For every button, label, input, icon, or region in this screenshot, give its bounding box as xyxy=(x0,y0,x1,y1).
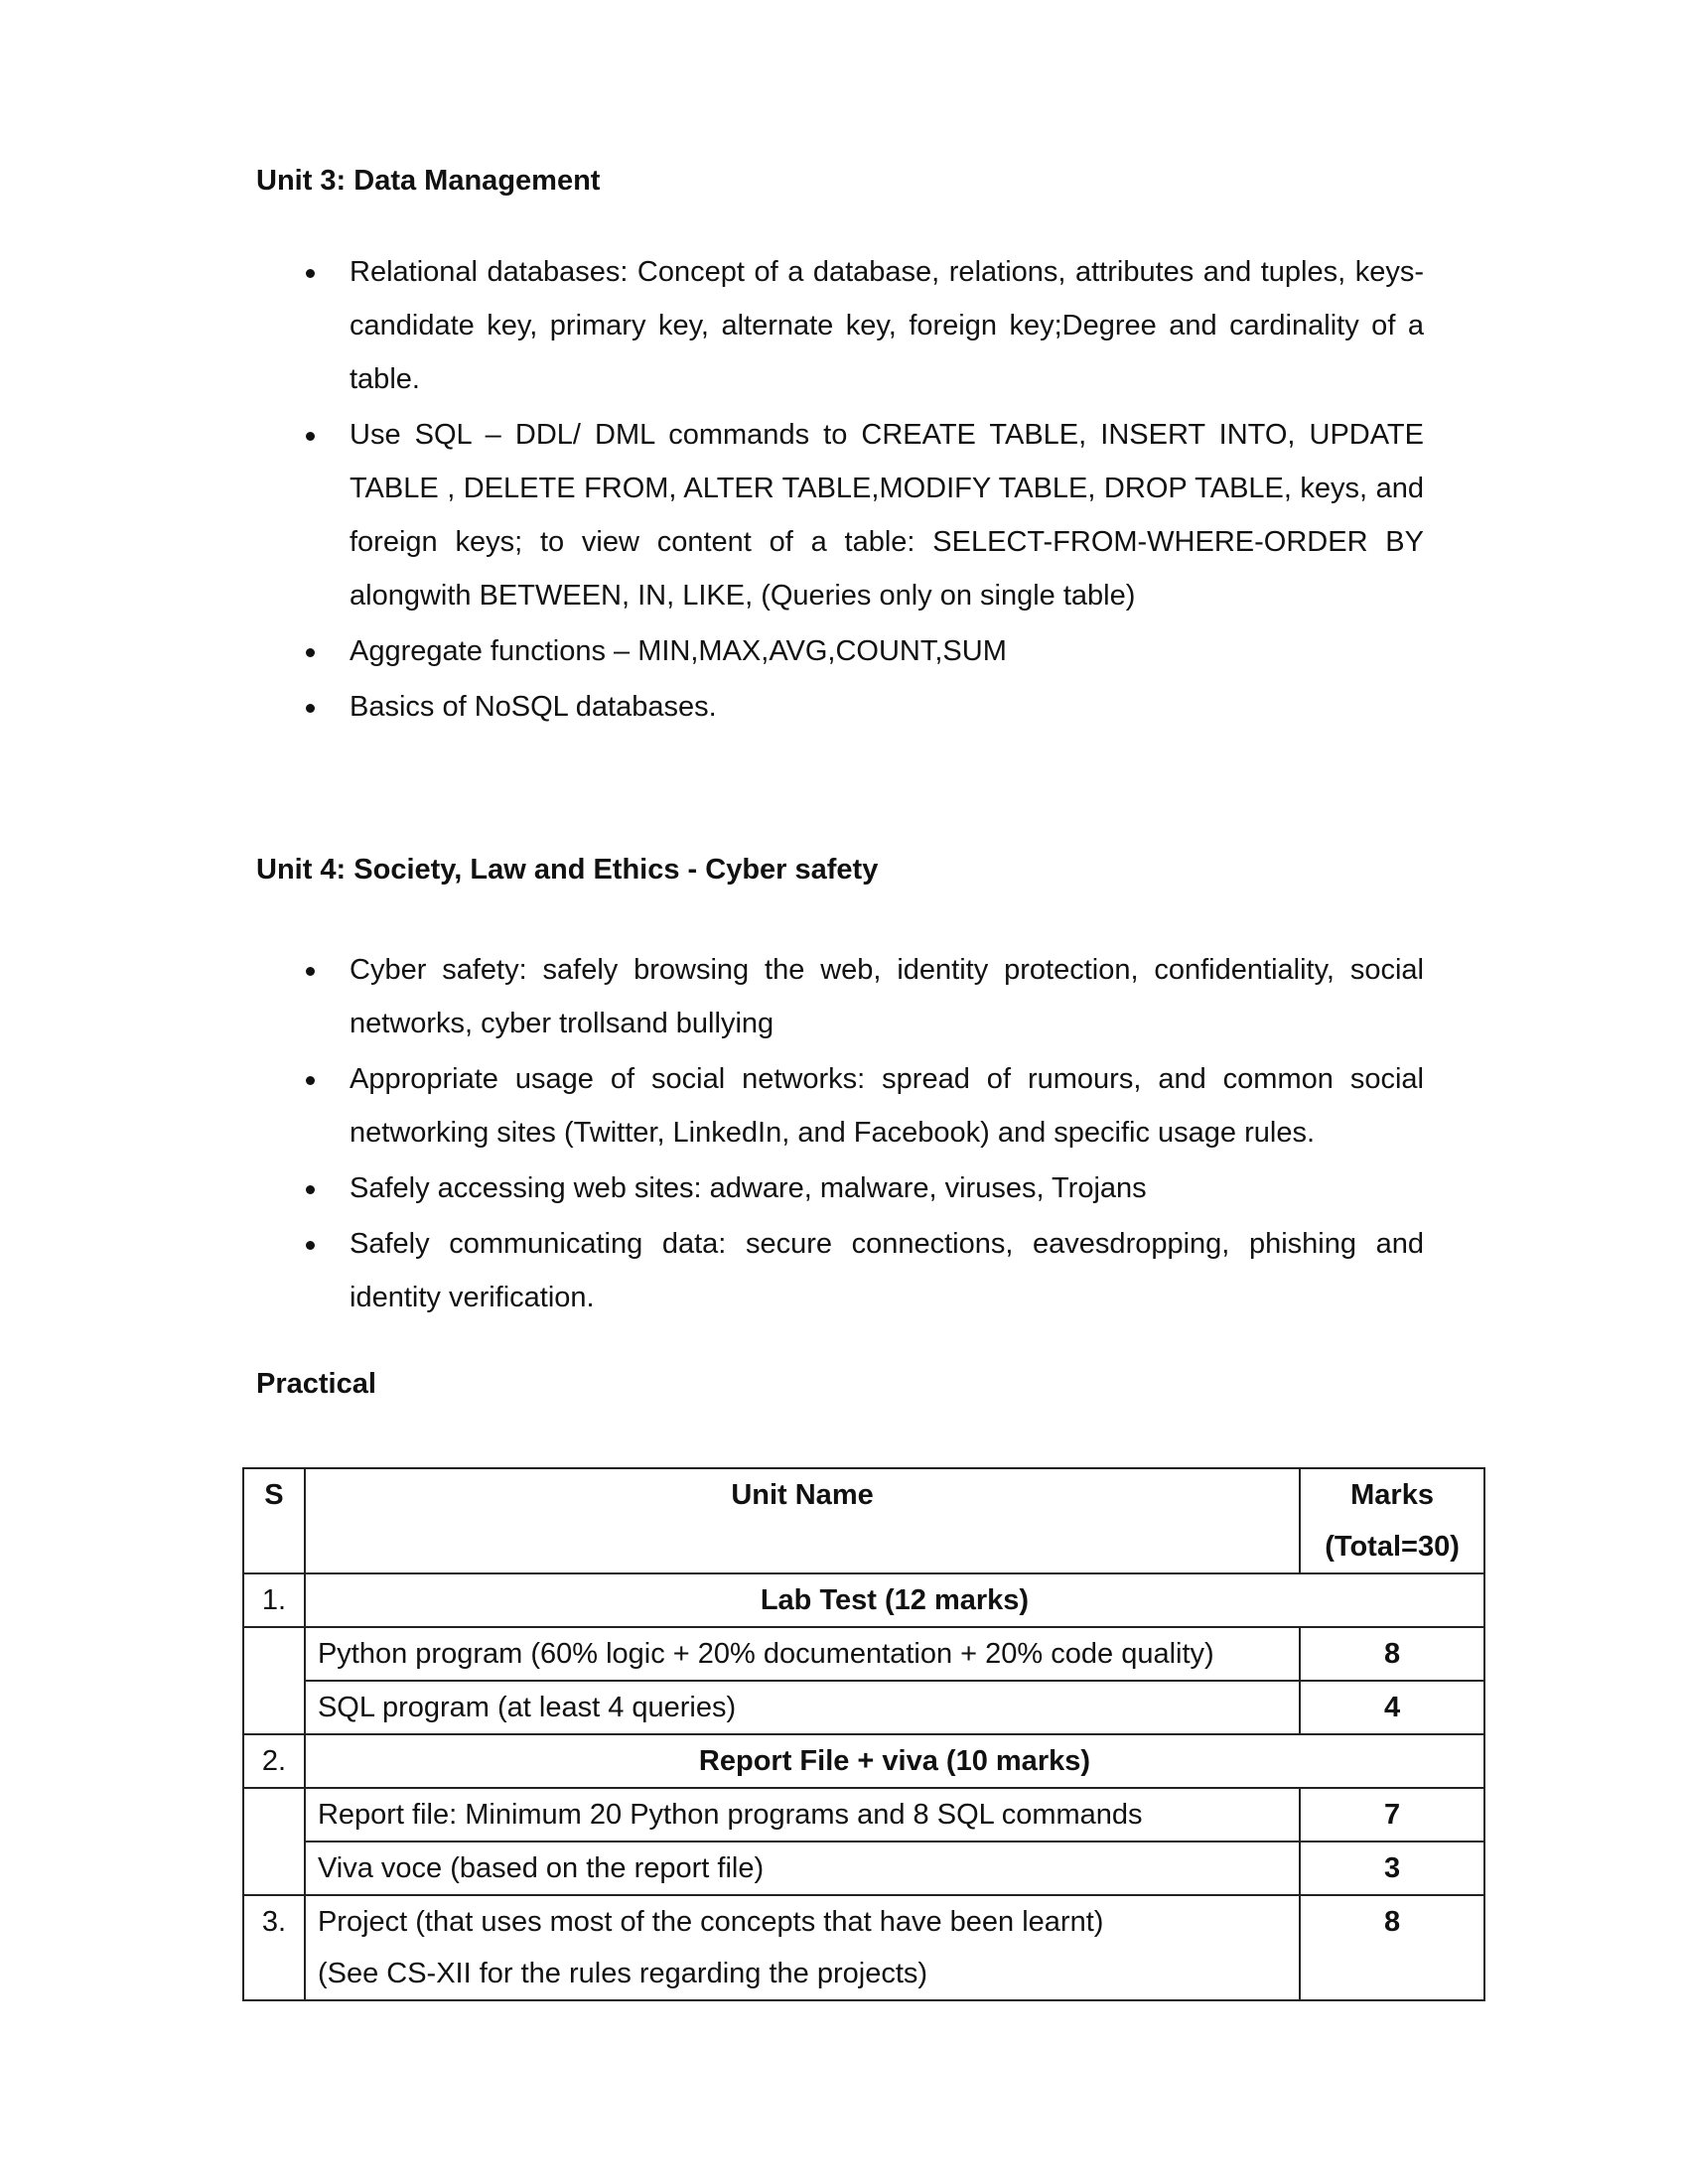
table-row xyxy=(243,1734,1484,1788)
section-title: Lab Test (12 marks) xyxy=(305,1573,1484,1627)
list-item: Basics of NoSQL databases. xyxy=(256,680,1424,734)
item-marks: 3 xyxy=(1300,1842,1484,1895)
empty-cell xyxy=(243,1627,305,1734)
header-marks-line2: (Total=30) xyxy=(1325,1531,1460,1563)
item-marks: 7 xyxy=(1300,1788,1484,1842)
bullet-icon xyxy=(306,1185,315,1194)
item-name: Python program (60% logic + 20% documentation + 20% code quality) xyxy=(305,1627,1300,1681)
header-marks xyxy=(1300,1468,1484,1573)
bullet-icon xyxy=(306,704,315,713)
list-item: Safely communicating data: secure connections, eavesdropping, phishing and identity verification. xyxy=(256,1217,1424,1324)
practical-heading: Practical xyxy=(256,1368,376,1400)
item-name: Viva voce (based on the report file) xyxy=(305,1842,1300,1895)
bullet-icon xyxy=(306,269,315,278)
table-row xyxy=(243,1627,1484,1681)
header-unit-name: Unit Name xyxy=(305,1468,1300,1573)
item-name: SQL program (at least 4 queries) xyxy=(305,1681,1300,1734)
header-marks-line1: Marks xyxy=(1350,1479,1434,1511)
list-item: Aggregate functions – MIN,MAX,AVG,COUNT,SUM xyxy=(256,624,1424,678)
list-item: Use SQL – DDL/ DML commands to CREATE TABLE, INSERT INTO, UPDATE TABLE , DELETE FROM, ALTER TABLE,MODIFY TABLE, DROP TABLE, keys, and foreign keys; to view content of a table: SELECT-FROM-WHERE-ORDER BY alongwith BETWEEN, IN, LIKE, (Queries only on single table) xyxy=(256,408,1424,622)
list-item: Relational databases: Concept of a database, relations, attributes and tuples, keys- candidate key, primary key, alternate key, foreign key;Degree and cardinality of a table. xyxy=(256,245,1424,406)
section-title: Report File + viva (10 marks) xyxy=(305,1734,1484,1788)
table-header-row xyxy=(243,1468,1484,1573)
item-marks: 8 xyxy=(1300,1895,1484,2000)
item-marks: 4 xyxy=(1300,1681,1484,1734)
practical-marks-table xyxy=(242,1467,1485,2001)
bullet-icon xyxy=(306,967,315,976)
unit4-bullet-list xyxy=(256,943,1424,1326)
header-s: S xyxy=(243,1468,305,1573)
item-marks: 8 xyxy=(1300,1627,1484,1681)
unit4-heading: Unit 4: Society, Law and Ethics - Cyber safety xyxy=(256,854,879,886)
bullet-icon xyxy=(306,648,315,657)
table-row xyxy=(243,1895,1484,2000)
row-number: 2. xyxy=(243,1734,305,1788)
table-row xyxy=(243,1573,1484,1627)
table-row xyxy=(243,1842,1484,1895)
bullet-icon xyxy=(306,1241,315,1250)
list-item: Appropriate usage of social networks: spread of rumours, and common social networking sites (Twitter, LinkedIn, and Facebook) and specific usage rules. xyxy=(256,1052,1424,1160)
row-number: 1. xyxy=(243,1573,305,1627)
project-line2: (See CS-XII for the rules regarding the projects) xyxy=(317,1958,928,1989)
item-name xyxy=(305,1895,1300,2000)
bullet-icon xyxy=(306,432,315,441)
unit3-heading: Unit 3: Data Management xyxy=(256,165,601,197)
list-item: Safely accessing web sites: adware, malware, viruses, Trojans xyxy=(256,1161,1424,1215)
table-row xyxy=(243,1681,1484,1734)
bullet-icon xyxy=(306,1076,315,1085)
table-row xyxy=(243,1788,1484,1842)
unit3-bullet-list xyxy=(256,245,1424,736)
list-item: Cyber safety: safely browsing the web, identity protection, confidentiality, social networks, cyber trollsand bullying xyxy=(256,943,1424,1050)
empty-cell xyxy=(243,1788,305,1895)
project-line1: Project (that uses most of the concepts that have been learnt) xyxy=(317,1906,1104,1938)
item-name: Report file: Minimum 20 Python programs and 8 SQL commands xyxy=(305,1788,1300,1842)
row-number: 3. xyxy=(243,1895,305,2000)
